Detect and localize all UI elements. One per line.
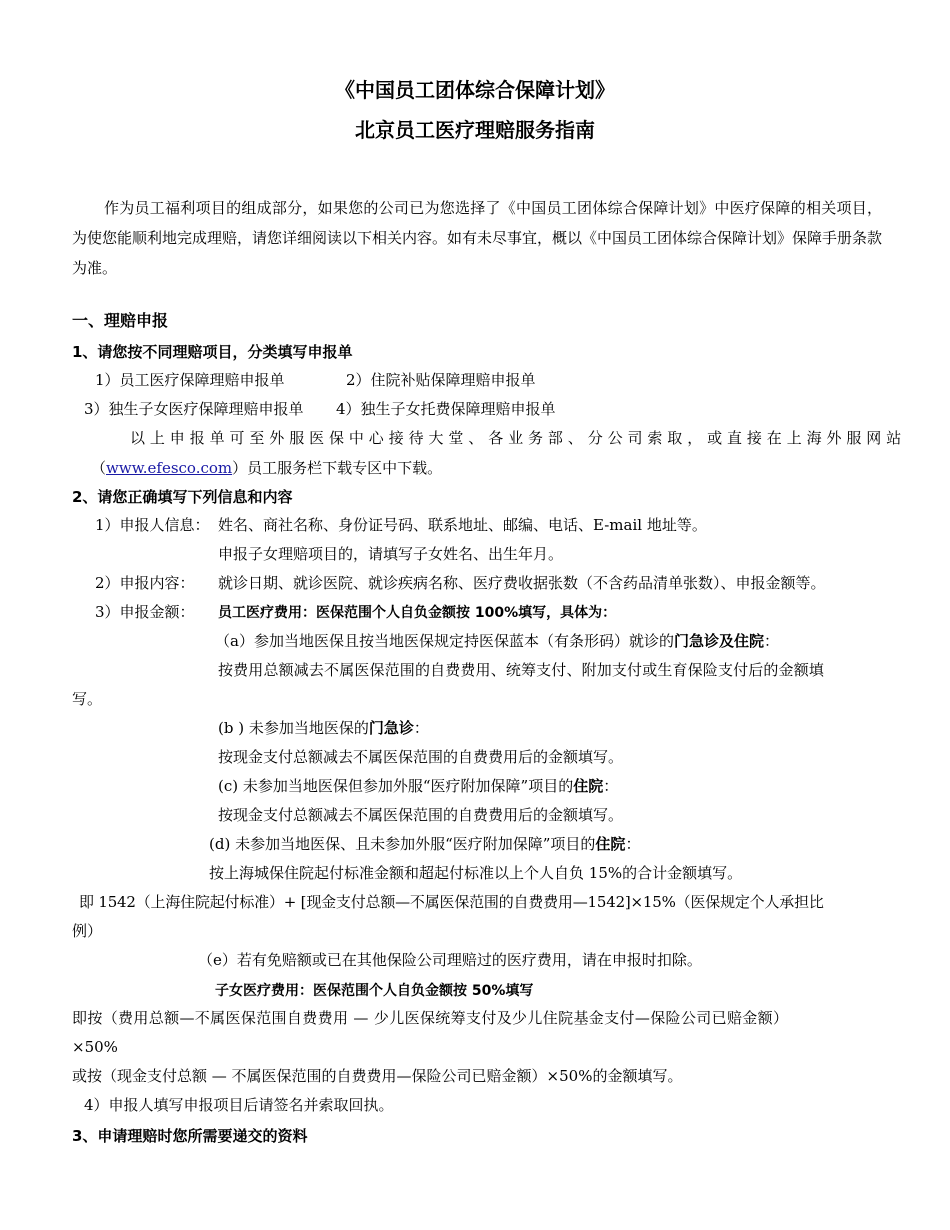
claim-amount-label: 3）申报金额： (95, 603, 195, 621)
intro-paragraph: 作为员工福利项目的组成部分，如果您的公司已为您选择了《中国员工团体综合保障计划》中医疗保障的相关项目，为使您能顺利地完成理赔，请您详细阅读以下相关内容。如有未尽事宜，概以《中国员工团体综合保障计划》保障手册条款为准。 (72, 199, 883, 277)
employee-medical-heading: 员工医疗费用：医保范围个人自负金额按 100%填写，具体为： (218, 605, 617, 621)
subsection-3-heading: 3、申请理赔时您所需要递交的资料 (72, 1127, 308, 1145)
case-e-line: （e）若有免赔额或已在其他保险公司理赔过的医疗费用，请在申报时扣除。 (198, 951, 702, 969)
child-formula-line-1: 即按（费用总额—不属医保范围自费费用 — 少儿医保统筹支付及少儿住院基金支付—保险公司已赔金额） (72, 1009, 789, 1027)
form-download-note: 以上申报单可至外服医保中心接待大堂、各业务部、分公司索取，或直接在上海外服网站 (130, 429, 907, 447)
claim-content-label: 2）申报内容： (95, 574, 195, 592)
document-title-line-2: 北京员工医疗理赔服务指南 (355, 118, 595, 142)
case-b-line: (b ) 未参加当地医保的门急诊： (218, 719, 429, 737)
applicant-info-label: 1）申报人信息： (95, 516, 210, 534)
applicant-info-child-text: 申报子女理赔项目的，请填写子女姓名、出生年月。 (218, 545, 564, 563)
case-a-description: 按费用总额减去不属医保范围的自费费用、统筹支付、附加支付或生育保险支付后的金额填 (218, 661, 825, 679)
case-a-line: （a）参加当地医保且按当地医保规定持医保蓝本（有条形码）就诊的门急诊及住院： (215, 632, 779, 650)
form-item-1: 1）员工医疗保障理赔申报单 (95, 371, 285, 389)
case-b-description: 按现金支付总额减去不属医保范围的自费费用后的金额填写。 (218, 748, 624, 766)
child-medical-heading: 子女医疗费用：医保范围个人自负金额按 50%填写 (215, 983, 534, 999)
section-1-heading: 一、理赔申报 (72, 311, 169, 330)
form-item-2: 2）住院补贴保障理赔申报单 (346, 371, 536, 389)
case-c-line: (c) 未参加当地医保但参加外服“医疗附加保障”项目的住院： (218, 777, 619, 795)
sign-and-receipt-note: 4）申报人填写申报项目后请签名并索取回执。 (84, 1096, 394, 1114)
case-a-description-cont: 写。 (72, 690, 103, 708)
child-formula-line-2: ×50% (72, 1038, 118, 1056)
case-d-formula-cont: 例） (72, 922, 103, 940)
subsection-1-heading: 1、请您按不同理赔项目，分类填写申报单 (72, 343, 353, 361)
case-c-description: 按现金支付总额减去不属医保范围的自费费用后的金额填写。 (218, 806, 624, 824)
case-d-description: 按上海城保住院起付标准金额和超起付标准以上个人自负 15%的合计金额填写。 (209, 864, 743, 882)
claim-content-text: 就诊日期、就诊医院、就诊疾病名称、医疗费收据张数（不含药品清单张数）、申报金额等。 (218, 574, 826, 592)
document-title-line-1: 《中国员工团体综合保障计划》 (335, 78, 615, 102)
efesco-website-link[interactable]: www.efesco.com (106, 459, 233, 477)
child-formula-line-3: 或按（现金支付总额 — 不属医保范围的自费费用—保险公司已赔金额）×50%的金额填写。 (72, 1067, 683, 1085)
form-item-3: 3）独生子女医疗保障理赔申报单 (84, 400, 304, 418)
subsection-2-heading: 2、请您正确填写下列信息和内容 (72, 488, 293, 506)
applicant-info-text: 姓名、商社名称、身份证号码、联系地址、邮编、电话、E-mail 地址等。 (218, 516, 707, 534)
case-d-formula: 即 1542（上海住院起付标准）+ [现金支付总额—不属医保范围的自费费用—1542]×15%（医保规定个人承担比 (79, 893, 824, 911)
case-d-line: (d) 未参加当地医保、且未参加外服“医疗附加保障”项目的住院： (209, 835, 641, 853)
form-item-4: 4）独生子女托费保障理赔申报单 (336, 400, 556, 418)
form-download-note-cont: （www.efesco.com）员工服务栏下载专区中下载。 (91, 459, 443, 477)
